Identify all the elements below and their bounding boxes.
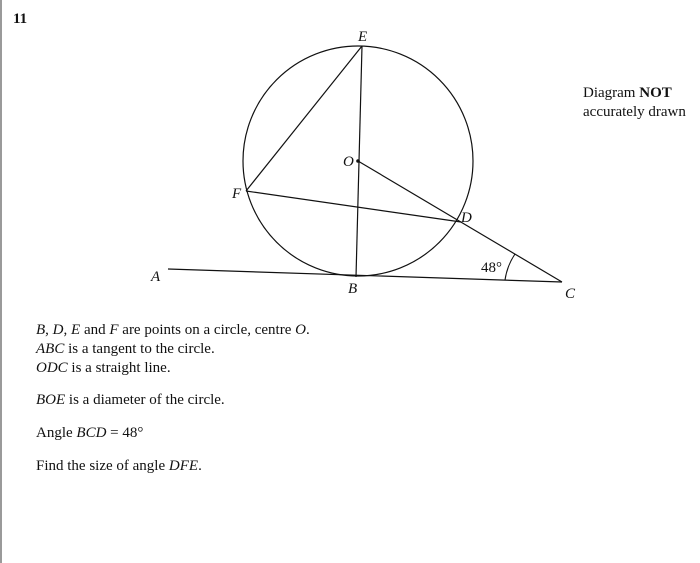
label-E: E (358, 29, 368, 45)
label-O: O (343, 154, 354, 170)
statement-points-on-circle: B, D, E and F are points on a circle, centre O. (36, 322, 310, 338)
statement-diameter: BOE is a diameter of the circle. (36, 392, 225, 408)
note-line2: accurately drawn (583, 104, 686, 120)
chord-FD (246, 191, 461, 222)
label-B: B (348, 281, 358, 297)
note-prefix: Diagram (583, 85, 640, 101)
note-bold: NOT (639, 85, 672, 101)
statement-angle-bcd: Angle BCD = 48° (36, 425, 144, 441)
statement-tangent: ABC is a tangent to the circle. (36, 341, 215, 357)
question-number: 11 (13, 11, 28, 27)
label-A: A (151, 269, 161, 285)
angle-label-48: 48° (481, 260, 502, 276)
label-F: F (232, 186, 242, 202)
angle-arc-BCD (505, 254, 515, 280)
label-D: D (461, 210, 472, 226)
tangent-line-ABC (168, 269, 562, 282)
question-prompt: Find the size of angle DFE. (36, 458, 202, 474)
centre-point-O (356, 159, 360, 163)
not-to-scale-note (583, 84, 686, 122)
label-C: C (565, 286, 576, 302)
statement-straight-line: ODC is a straight line. (36, 360, 171, 376)
